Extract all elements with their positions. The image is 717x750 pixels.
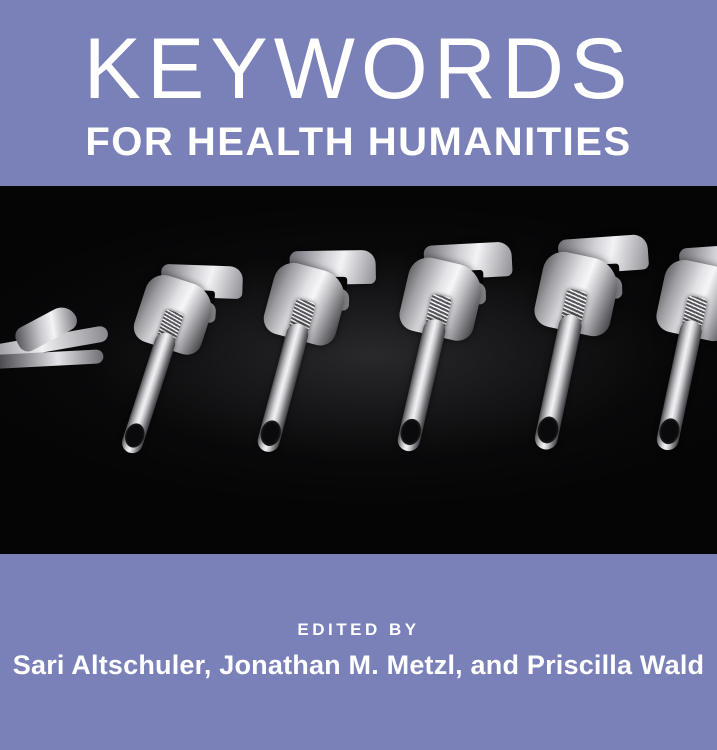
wrench-icon <box>0 292 137 410</box>
cover-photo-image <box>0 186 717 554</box>
page-title: KEYWORDS <box>83 21 634 117</box>
page-subtitle: FOR HEALTH HUMANITIES <box>85 120 632 164</box>
title-band <box>0 0 717 186</box>
editors-names: Sari Altschuler, Jonathan M. Metzl, and Priscilla Wald <box>12 650 705 680</box>
cover-photo <box>0 186 717 554</box>
edited-by-label: EDITED BY <box>297 620 420 639</box>
credits-band <box>0 554 717 750</box>
